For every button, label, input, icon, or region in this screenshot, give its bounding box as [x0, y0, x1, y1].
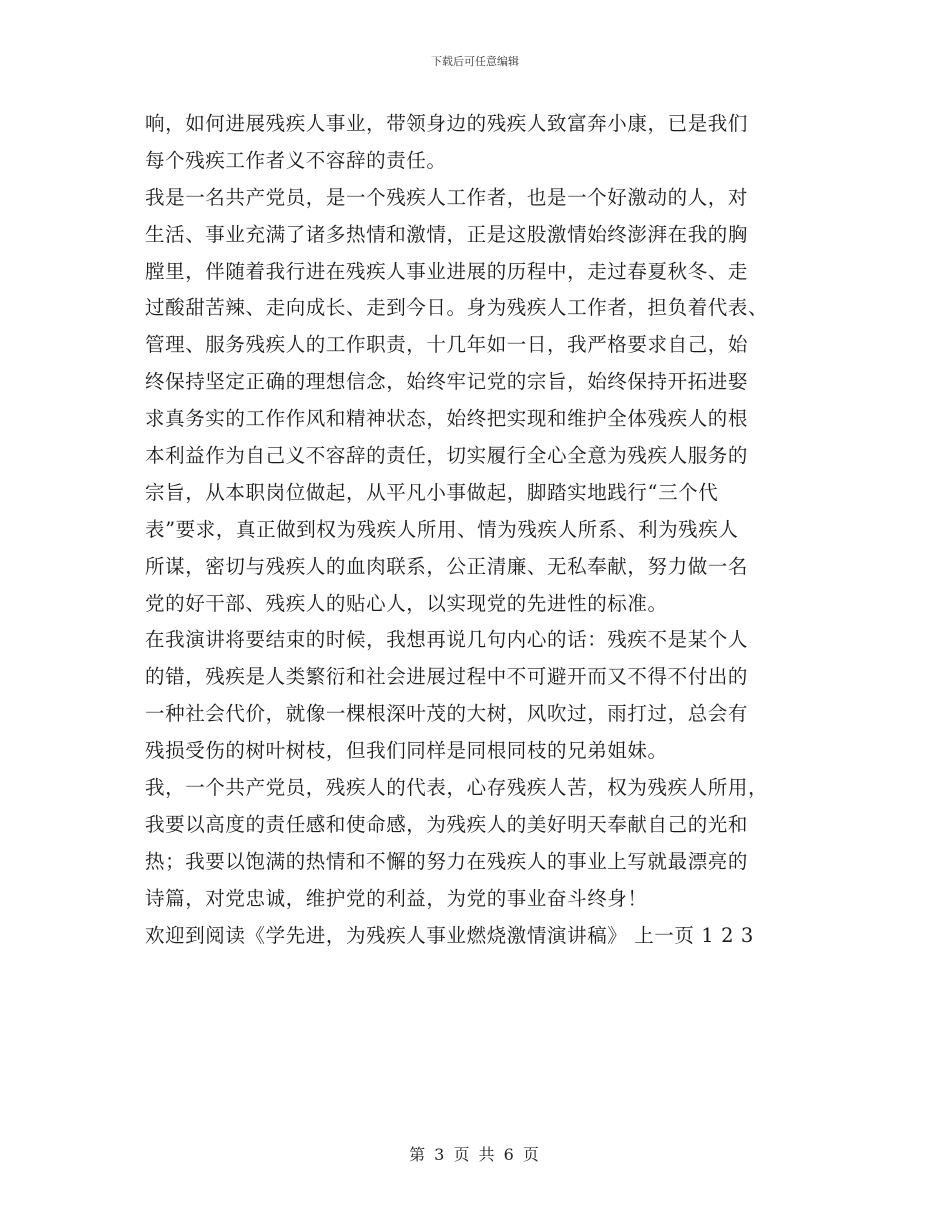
text-line: 膛里，伴随着我行进在残疾人事业进展的历程中，走过春夏秋冬、走: [145, 259, 749, 283]
text-line: 欢迎到阅读《学先进，为残疾人事业燃烧激情演讲稿》 上一页 1 2 3: [145, 923, 754, 947]
text-line: 响，如何进展残疾人事业，带领身边的残疾人致富奔小康，已是我们: [145, 112, 749, 135]
text-line: 终保持坚定正确的理想信念，始终牢记党的宗旨，始终保持开拓进娶: [145, 370, 749, 394]
text-line: 表”要求，真正做到权为残疾人所用、情为残疾人所系、利为残疾人: [145, 517, 739, 541]
text-line: 求真务实的工作作风和精神状态，始终把实现和维护全体残疾人的根: [145, 407, 749, 431]
text-line: 管理、服务残疾人的工作职责，十几年如一日，我严格要求自己，始: [145, 333, 749, 357]
text-line: 在我演讲将要结束的时候，我想再说几句内心的话：残疾不是某个人: [145, 628, 749, 652]
text-line: 一种社会代价，就像一棵根深叶茂的大树，风吹过，雨打过，总会有: [145, 702, 749, 726]
text-line: 诗篇，对党忠诚，维护党的利益，为党的事业奋斗终身！: [145, 886, 648, 910]
text-line: 本利益作为自己义不容辞的责任，切实履行全心全意为残疾人服务的: [145, 444, 749, 468]
page-footer: 第 3 页 共 6 页: [409, 1145, 541, 1164]
text-line: 我，一个共产党员，残疾人的代表，心存残疾人苦，权为残疾人所用，: [145, 776, 769, 800]
text-line: 每个残疾工作者义不容辞的责任。: [145, 148, 447, 172]
text-line: 我要以高度的责任感和使命感，为残疾人的美好明天奉献自己的光和: [145, 812, 749, 836]
text-line: 党的好干部、残疾人的贴心人，以实现党的先进性的标准。: [145, 591, 668, 615]
text-line: 的错，残疾是人类繁衍和社会进展过程中不可避开而又不得不付出的: [145, 665, 749, 689]
text-line: 所谋，密切与残疾人的血肉联系，公正清廉、无私奉献，努力做一名: [145, 554, 749, 578]
text-line: 热；我要以饱满的热情和不懈的努力在残疾人的事业上写就最漂亮的: [145, 849, 749, 873]
text-line: 残损受伤的树叶树枝，但我们同样是同根同枝的兄弟姐妹。: [145, 739, 668, 763]
text-line: 生活、事业充满了诸多热情和激情，正是这股激情始终澎湃在我的胸: [145, 222, 749, 246]
document-body: [145, 106, 815, 954]
text-line: 宗旨，从本职岗位做起，从平凡小事做起，脚踏实地践行“三个代: [145, 480, 719, 504]
text-line: 过酸甜苦辣、走向成长、走到今日。身为残疾人工作者，担负着代表、: [145, 296, 769, 320]
text-line: 我是一名共产党员，是一个残疾人工作者，也是一个好激动的人，对: [145, 185, 749, 209]
page-header: 下载后可任意编辑: [431, 55, 519, 68]
